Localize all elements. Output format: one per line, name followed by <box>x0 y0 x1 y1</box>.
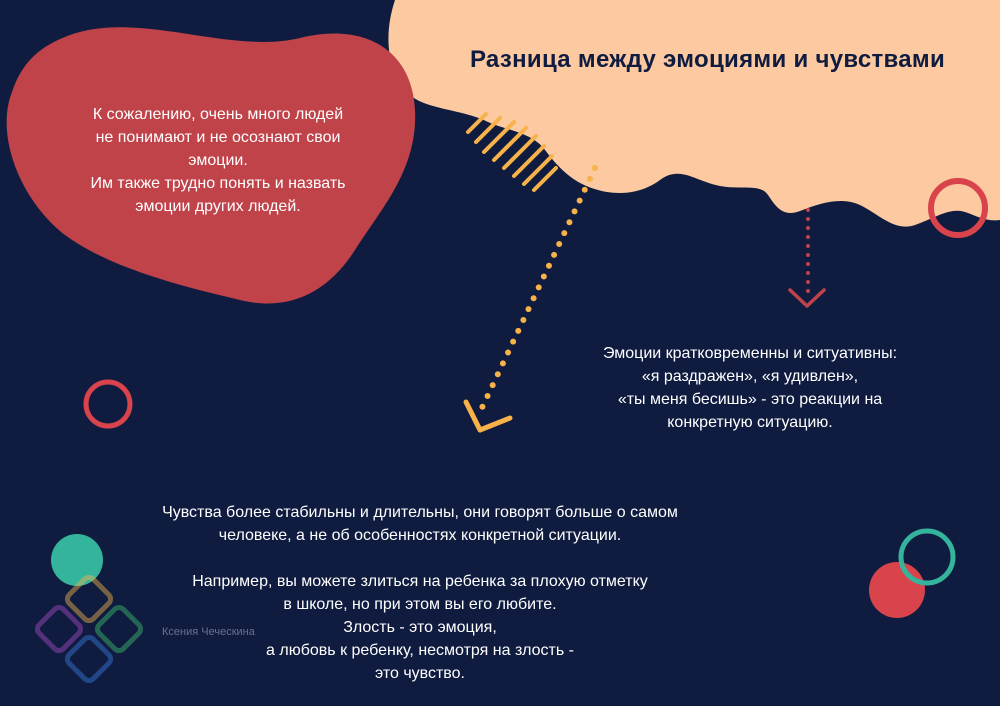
feelings-text-line: Например, вы можете злиться на ребенка за плохую отметку <box>192 573 648 590</box>
blob-text-line: К сожалению, очень много людей <box>92 106 344 123</box>
feelings-text-line: а любовь к ребенку, несмотря на злость - <box>266 642 574 659</box>
blob-text <box>48 103 388 218</box>
feelings-text <box>90 501 750 685</box>
emotions-text <box>555 342 945 434</box>
feelings-text-line: это чувство. <box>375 665 465 682</box>
blob-text-line: Им также трудно понять и назвать <box>90 175 346 192</box>
blob-text-line: эмоции. <box>188 152 248 169</box>
spacer <box>90 547 750 570</box>
red-ring-left <box>86 382 130 426</box>
blob-text-line: эмоции других людей. <box>135 198 301 215</box>
feelings-text-line: Злость - это эмоция, <box>343 619 497 636</box>
emotions-text-line: конкретную ситуацию. <box>667 414 833 431</box>
emotions-text-line: «я раздражен», «я удивлен», <box>641 368 859 385</box>
watermark-text: Ксения Чеческина <box>162 626 255 638</box>
feelings-text-line: Чувства более стабильны и длительны, они говорят больше о самом <box>162 504 678 521</box>
feelings-text-line: человеке, а не об особенностях конкретной ситуации. <box>218 527 622 544</box>
emotions-text-line: Эмоции кратковременны и ситуативны: <box>602 345 898 362</box>
emotions-text-line: «ты меня бесишь» - это реакции на <box>617 391 883 408</box>
red-dot-right <box>869 562 925 618</box>
page-title: Разница между эмоциями и чувствами <box>469 46 946 73</box>
blob-text-line: не понимают и не осознают свои <box>95 129 341 146</box>
teal-ring-right <box>901 531 953 583</box>
red-dotted-arrow <box>790 210 824 306</box>
feelings-text-line: в школе, но при этом вы его любите. <box>283 596 557 613</box>
peach-cloud-shape <box>388 0 1000 227</box>
